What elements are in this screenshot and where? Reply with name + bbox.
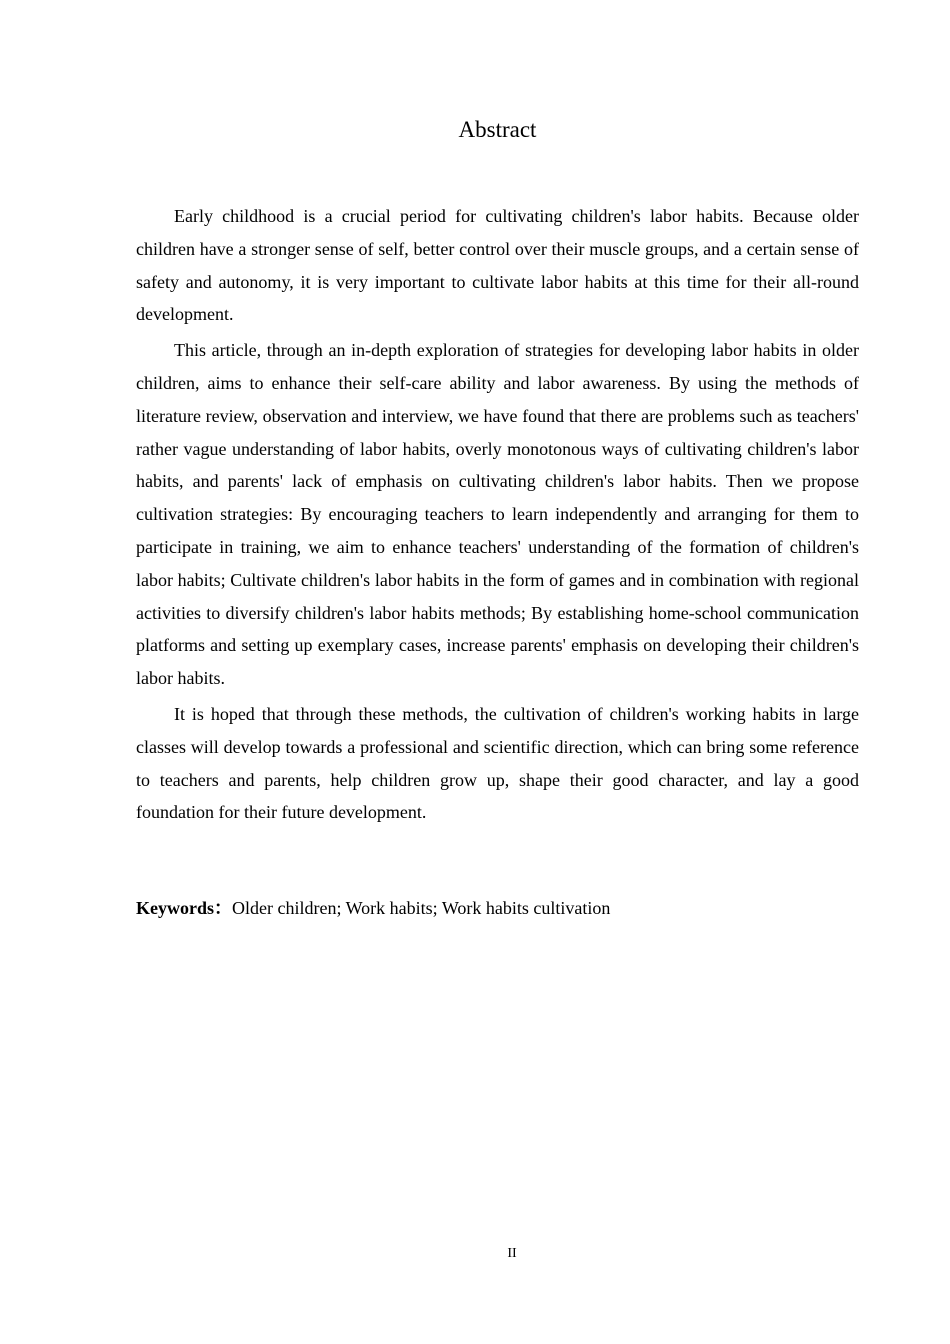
page-number: II [507,1246,517,1261]
keywords-text: Older children; Work habits; Work habits cultivation [232,898,611,918]
abstract-paragraph-1: Early childhood is a crucial period for cultivating children's labor habits. Because older children have a stronger sense of self, better control over their muscle groups, and a certain sense of safety and autonomy, it is very important to cultivate labor habits at this time for their all-round development. [136,206,859,325]
abstract-paragraph-2: This article, through an in-depth exploration of strategies for developing labor habits in older children, aims to enhance their self-care ability and labor awareness. By using the methods of literature review, observation and interview, we have found that there are problems such as teachers' rather vague understanding of labor habits, overly monotonous ways of cultivating children's labor habits, and parents' lack of emphasis on cultivating children's labor habits. Then we propose cultivation strategies: By encouraging teachers to learn independently and arranging for them to participate in training, we aim to enhance teachers' understanding of the formation of children's labor habits; Cultivate children's labor habits in the form of games and in combination with regional activities to diversify children's labor habits methods; By establishing home-school communication platforms and setting up exemplary cases, increase parents' emphasis on developing their children's labor habits. [136,340,859,689]
abstract-paragraph-3: It is hoped that through these methods, the cultivation of children's working habits in large classes will develop towards a professional and scientific direction, which can bring some reference to teachers and parents, help children grow up, shape their good character, and lay a good foundation for their future development. [136,703,859,823]
keywords-label: Keywords： [136,898,232,918]
keywords-line [136,892,859,924]
abstract-body [136,200,859,832]
page-title: Abstract [458,117,537,142]
